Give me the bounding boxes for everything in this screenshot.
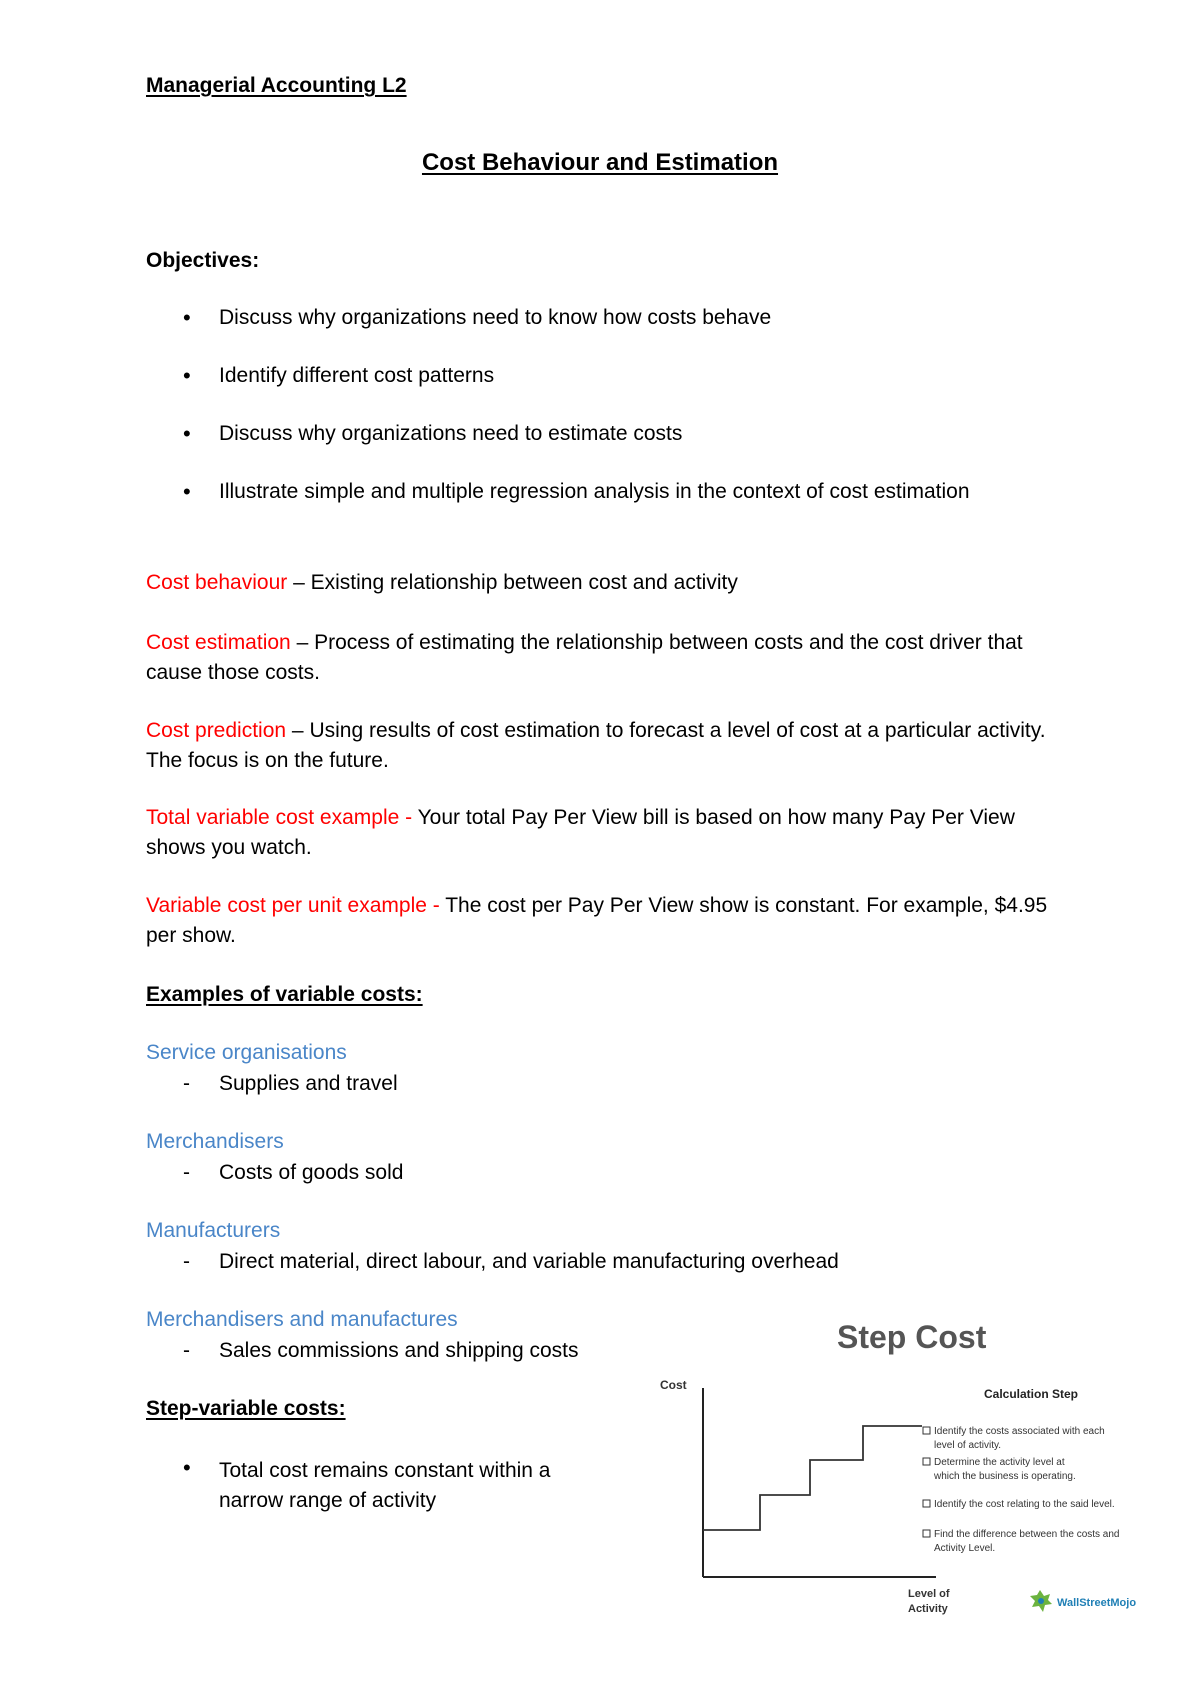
bullet-icon: • <box>183 305 191 330</box>
definition-term: Cost estimation <box>146 631 291 654</box>
calculation-step-text-cont: level of activity. <box>934 1440 1002 1451</box>
definition-cost-behaviour <box>146 568 1076 598</box>
step-variable-heading: Step-variable costs: <box>146 1397 346 1420</box>
calculation-step-text: Identify the cost relating to the said level. <box>934 1499 1115 1510</box>
definition-text: Process of estimating the relationship between costs and the cost driver that cause those costs. <box>146 631 1023 684</box>
figure-x-label-line2: Activity <box>908 1603 948 1615</box>
wallstreetmojo-logo-icon <box>1030 1590 1052 1612</box>
definition-text: Your total Pay Per View bill is based on how many Pay Per View shows you watch. <box>146 806 1015 859</box>
calculation-step-text: Find the difference between the costs and <box>934 1529 1120 1540</box>
example-item: Supplies and travel <box>219 1072 398 1095</box>
example-item: Costs of goods sold <box>219 1161 404 1184</box>
definition-term: Variable cost per unit example <box>146 894 427 917</box>
objective-text: Discuss why organizations need to estimate costs <box>219 422 683 445</box>
calculation-step-item <box>923 1426 1105 1451</box>
objective-text: Identify different cost patterns <box>219 364 495 387</box>
definition-cost-prediction <box>146 716 1076 776</box>
calculation-step-heading: Calculation Step <box>984 1387 1079 1401</box>
definition-sep: – <box>287 571 311 594</box>
bullet-icon: • <box>183 363 191 388</box>
example-item: Sales commissions and shipping costs <box>219 1339 579 1362</box>
example-category: Merchandisers and manufactures <box>146 1308 458 1331</box>
definition-cost-estimation <box>146 628 1076 688</box>
figure-x-label: Level of <box>908 1588 950 1600</box>
dash-marker: - <box>183 1161 190 1184</box>
calculation-step-item <box>923 1529 1120 1554</box>
example-item: Direct material, direct labour, and variable manufacturing overhead <box>219 1250 839 1273</box>
checkbox-icon <box>923 1458 930 1465</box>
definition-text: The cost per Pay Per View show is constant. For example, $4.95 per show. <box>146 894 1048 947</box>
definition-total-variable-cost <box>146 803 1076 863</box>
figure-y-label: Cost <box>660 1378 687 1392</box>
definition-term: Total variable cost example <box>146 806 400 829</box>
examples-heading: Examples of variable costs: <box>146 983 423 1006</box>
checkbox-icon <box>923 1530 930 1537</box>
definition-text: Existing relationship between cost and activity <box>310 571 738 594</box>
dash-marker: - <box>183 1072 190 1095</box>
step-cost-figure <box>620 1310 1180 1630</box>
checkbox-icon <box>923 1427 930 1434</box>
calculation-step-text-cont: which the business is operating. <box>934 1471 1076 1482</box>
definition-sep: – <box>290 631 315 654</box>
course-title: Managerial Accounting L2 <box>146 74 407 97</box>
bullet-icon: • <box>183 1455 191 1480</box>
definition-sep: – <box>286 719 310 742</box>
objective-text: Discuss why organizations need to know how costs behave <box>219 306 772 329</box>
calculation-step-text: Determine the activity level at <box>934 1457 1065 1468</box>
bullet-icon: • <box>183 421 191 446</box>
definition-term: Cost behaviour <box>146 571 288 594</box>
calculation-step-text: Identify the costs associated with each <box>934 1426 1105 1437</box>
definition-variable-cost-per-unit <box>146 891 1076 951</box>
example-category: Merchandisers <box>146 1130 284 1153</box>
definition-term: Cost prediction <box>146 719 287 742</box>
calculation-step-text-cont: Activity Level. <box>934 1543 996 1554</box>
example-category: Manufacturers <box>146 1219 281 1242</box>
step-bullet-text: Total cost remains constant within a narrow range of activity <box>219 1459 551 1512</box>
definition-sep: - <box>399 806 418 829</box>
checkbox-icon <box>923 1500 930 1507</box>
dash-marker: - <box>183 1339 190 1362</box>
objectives-heading: Objectives: <box>146 249 260 272</box>
brand-name: WallStreetMojo <box>1057 1597 1137 1609</box>
objective-text: Illustrate simple and multiple regression analysis in the context of cost estimation <box>219 480 970 503</box>
dash-marker: - <box>183 1250 190 1273</box>
definition-text: Using results of cost estimation to forecast a level of cost at a particular activity. The focus is on the future. <box>146 719 1046 772</box>
bullet-icon: • <box>183 479 191 504</box>
step-line <box>703 1426 922 1530</box>
figure-title: Step Cost <box>837 1319 987 1355</box>
calculation-step-item <box>923 1457 1076 1482</box>
example-category: Service organisations <box>146 1041 347 1064</box>
calculation-step-item <box>923 1499 1115 1510</box>
page-title: Cost Behaviour and Estimation <box>421 149 779 176</box>
definition-sep: - <box>426 894 446 917</box>
